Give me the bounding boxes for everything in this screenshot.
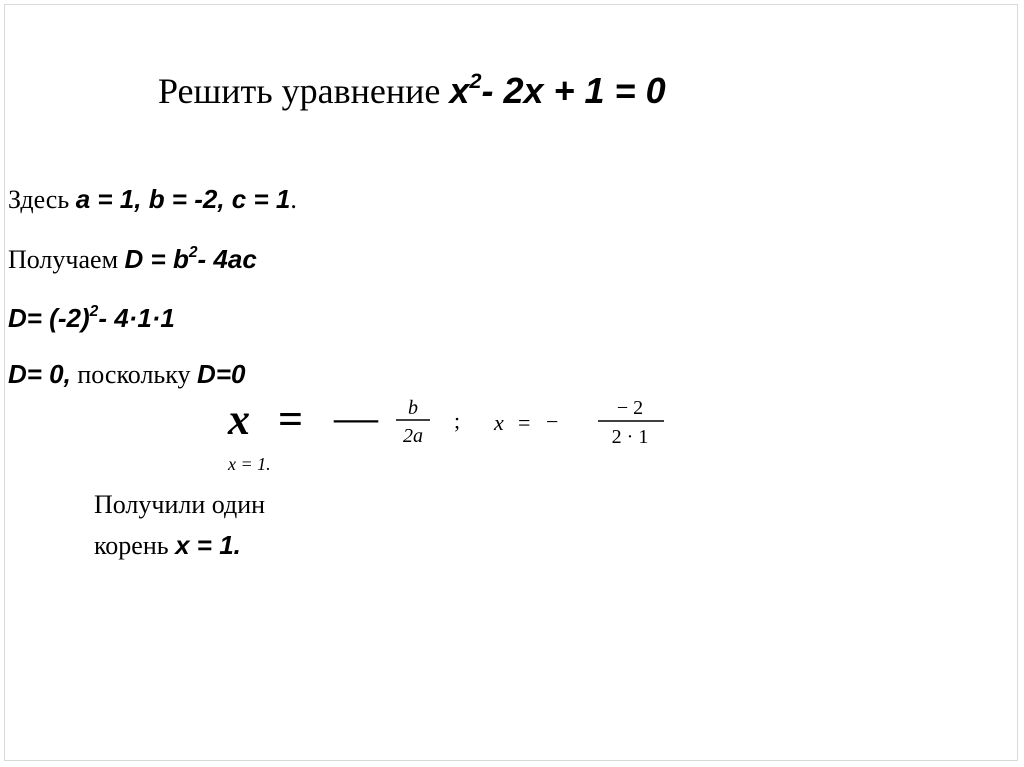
title-equation-exponent: 2 bbox=[469, 68, 482, 93]
coefficients-line bbox=[8, 186, 297, 213]
substitution-exponent: 2 bbox=[89, 303, 99, 320]
formula-separator: ; bbox=[454, 408, 461, 433]
discriminant-condition: D=0 bbox=[197, 359, 246, 389]
discriminant-formula-base: D = b bbox=[124, 243, 189, 274]
discriminant-formula-line bbox=[8, 245, 257, 273]
page-title bbox=[158, 68, 666, 112]
title-equation-rest: - 2x + 1 = 0 bbox=[481, 70, 666, 112]
discriminant-value: D= 0, bbox=[8, 359, 71, 389]
formula-equals-2: = bbox=[518, 410, 531, 435]
discriminant-result-line bbox=[8, 361, 245, 388]
formula-denominator-1: 2a bbox=[403, 425, 423, 447]
formula-numerator-2: − 2 bbox=[616, 397, 644, 419]
substitution-rest: - 4·1·1 bbox=[98, 302, 175, 333]
title-equation bbox=[449, 70, 665, 111]
conclusion-line-1: Получили один bbox=[94, 490, 266, 519]
formula-denominator-2: 2 · 1 bbox=[611, 426, 649, 448]
formula-minus-1: — bbox=[334, 396, 378, 442]
conclusion-line-2 bbox=[94, 532, 241, 559]
title-prefix: Решить уравнение bbox=[158, 71, 450, 112]
formula-lhs-1: x bbox=[228, 396, 250, 444]
root-formula bbox=[226, 396, 686, 476]
discriminant-substitution-line bbox=[8, 304, 175, 331]
coefficients-label: Здесь bbox=[8, 185, 76, 214]
discriminant-formula-rest: - 4ac bbox=[197, 243, 257, 274]
formula-result: x = 1. bbox=[228, 454, 271, 474]
formula-equals-1: = bbox=[278, 396, 304, 444]
discriminant-label: Получаем bbox=[8, 244, 125, 274]
formula-lhs-2: x bbox=[494, 410, 504, 435]
title-equation-base: x bbox=[449, 70, 470, 112]
discriminant-formula bbox=[125, 244, 257, 274]
substitution-base: D= (-2) bbox=[8, 302, 90, 333]
discriminant-formula-exponent: 2 bbox=[188, 244, 198, 261]
discriminant-connector: поскольку bbox=[70, 360, 198, 389]
root-formula-graphic bbox=[226, 396, 686, 476]
conclusion-label: корень bbox=[94, 531, 176, 560]
formula-numerator-1: b bbox=[408, 397, 418, 419]
coefficients-values: a = 1, b = -2, c = 1 bbox=[75, 184, 291, 214]
formula-minus-2: − bbox=[546, 409, 559, 434]
coefficients-period: . bbox=[290, 185, 297, 214]
conclusion-root: x = 1. bbox=[175, 530, 241, 560]
